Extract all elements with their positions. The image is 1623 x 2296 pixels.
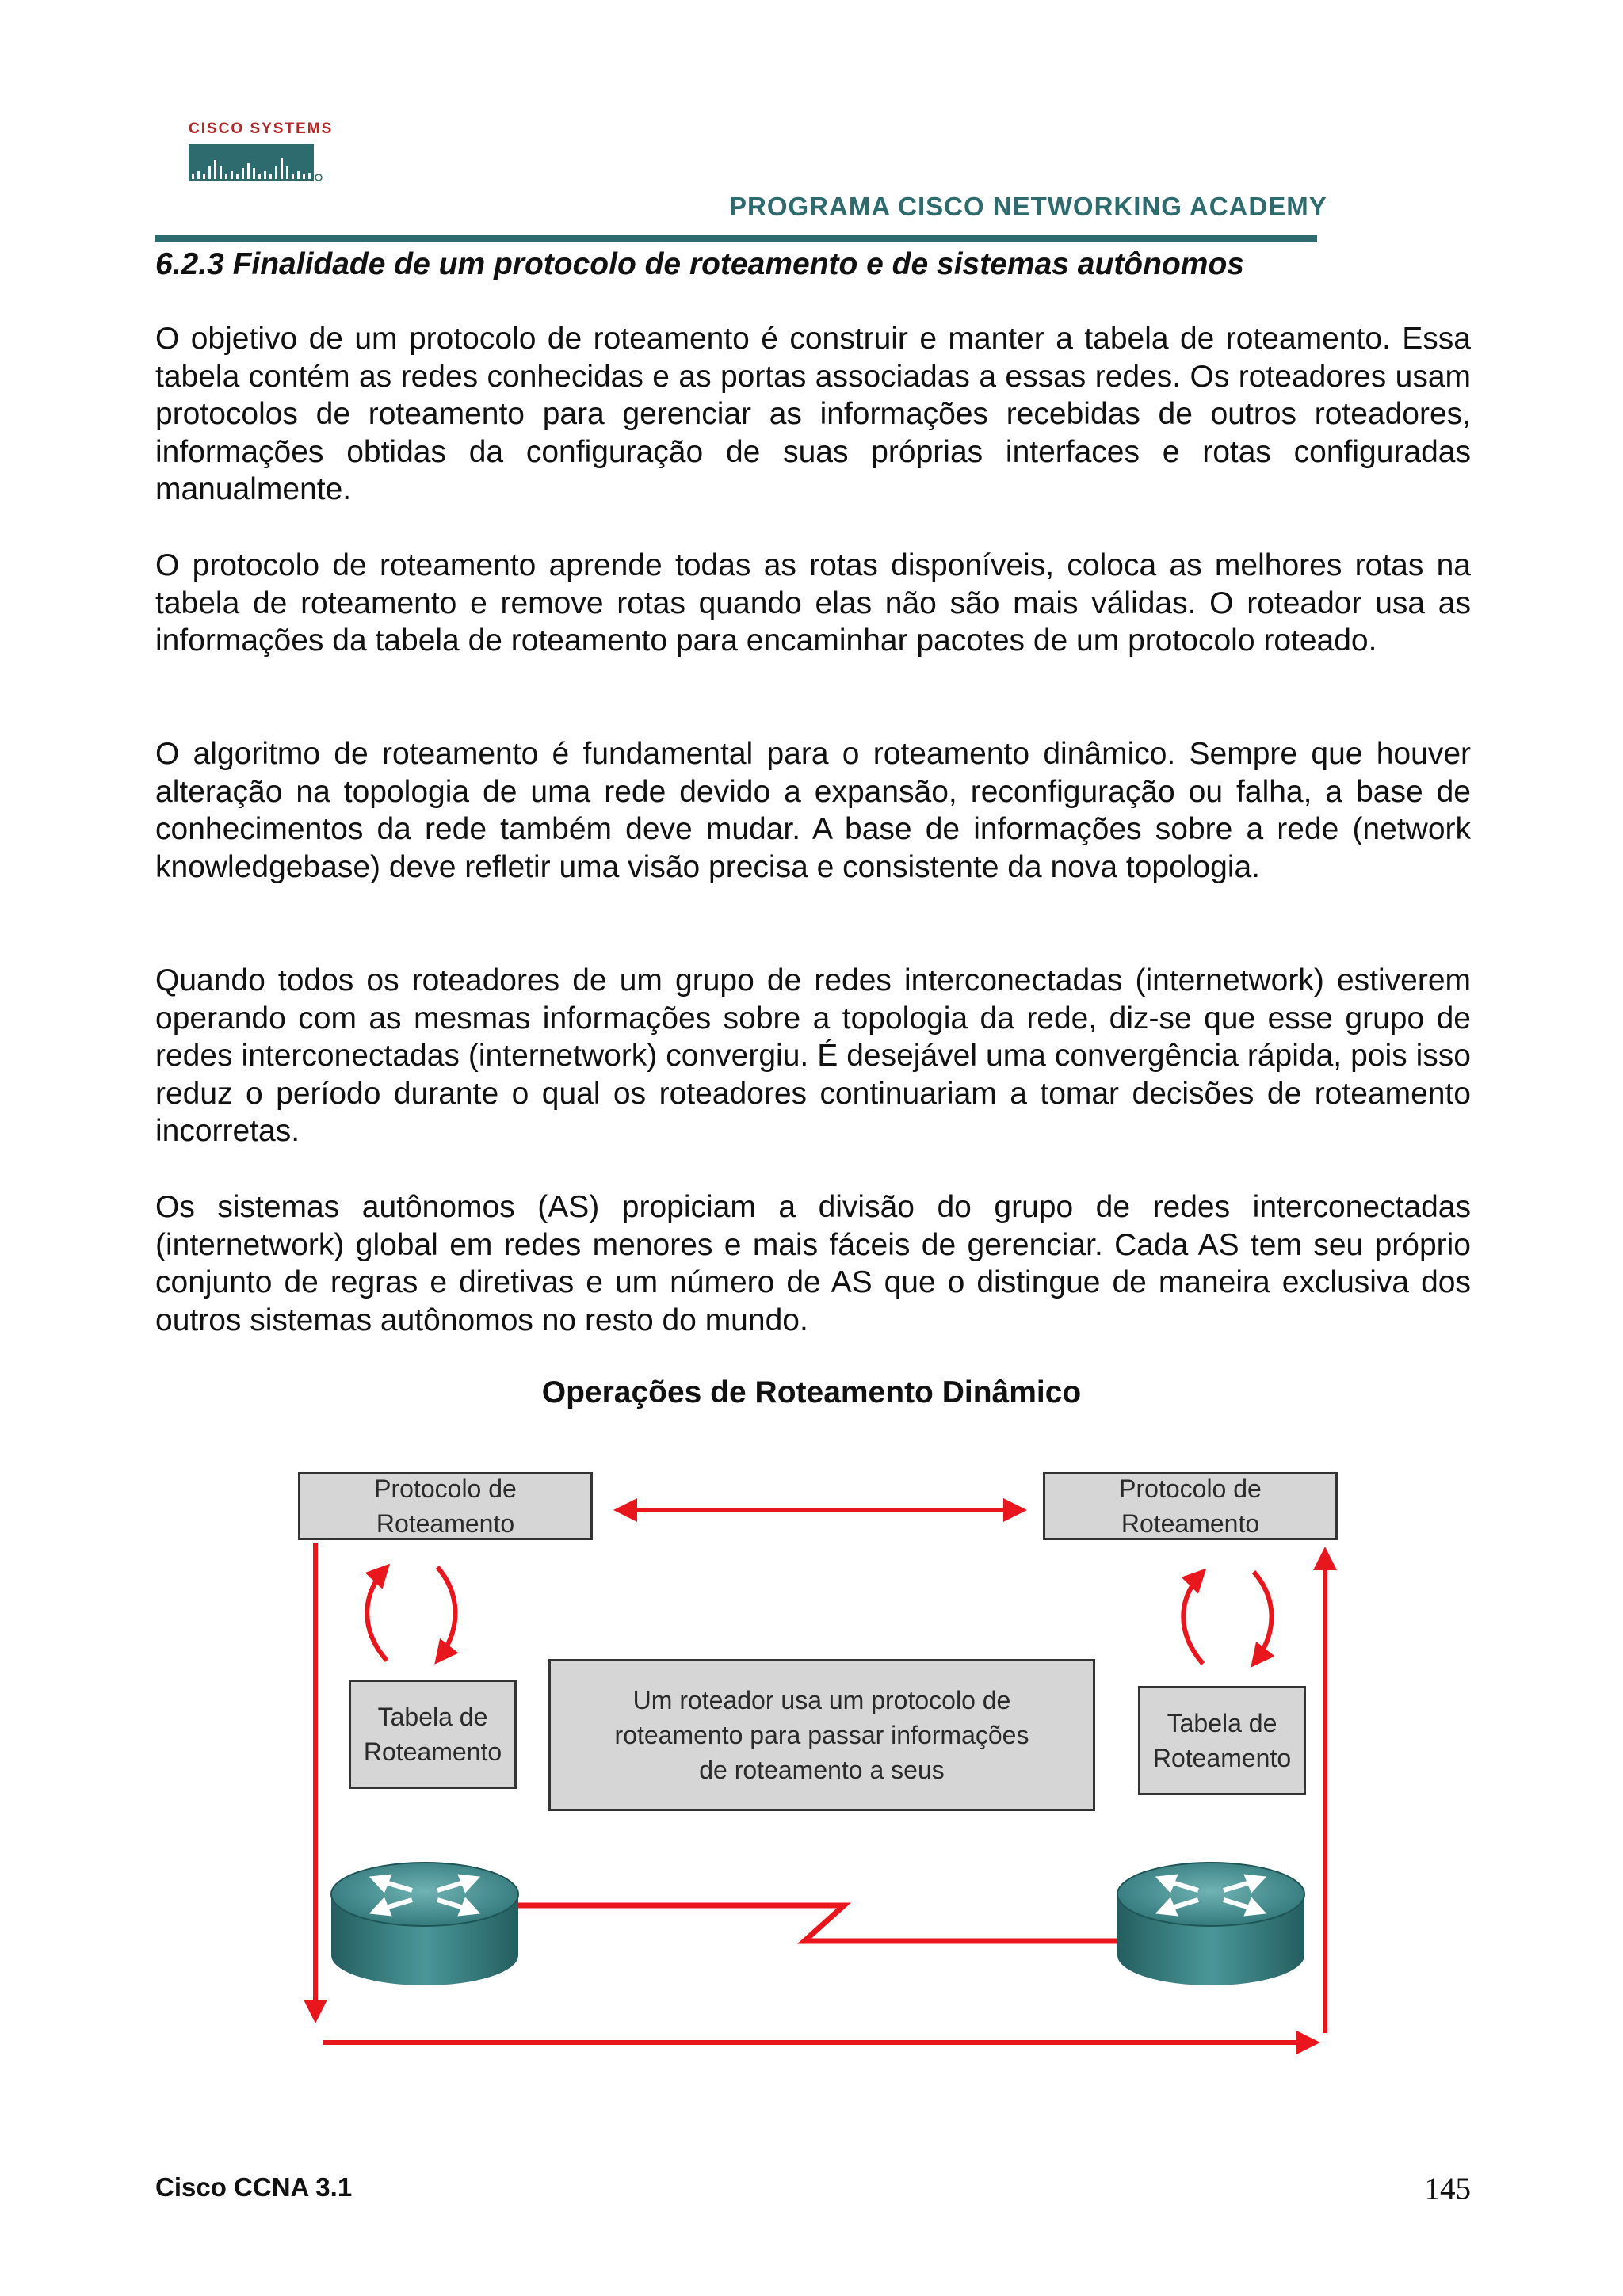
left-curve-down-arrow [437,1567,456,1661]
protocol-box-right: Protocolo de Roteamento [1043,1472,1338,1540]
figure-title: Operações de Roteamento Dinâmico [541,1375,1082,1409]
router-right-icon [1117,1863,1304,1985]
protocol-box-left: Protocolo de Roteamento [298,1472,593,1540]
section-heading: 6.2.3 Finalidade de um protocolo de roteamento e de sistemas autônomos [155,247,1244,281]
right-curve-up-arrow [1183,1572,1203,1664]
table-box-left: Tabela de Roteamento [349,1680,517,1789]
serial-link [498,1905,1133,1941]
paragraph-4: Quando todos os roteadores de um grupo de redes interconectadas (internetwork) estiverem operando com as mesmas informações sobre a topologia da rede, diz-se que esse grupo de redes interconectadas (internetwork) convergiu. É desejável uma convergência rápida, pois isso reduz o período durante o qual os roteadores continuariam a tomar decisões de roteamento incorretas. [155,963,1471,1148]
paragraph-3: O algoritmo de roteamento é fundamental para o roteamento dinâmico. Sempre que houver alteração na topologia de uma rede devido a expansão, reconfiguração ou falha, a base de conhecimentos da rede também deve mudar. A base de informações sobre a rede (network knowledgebase) deve refletir uma visão precisa e consistente da nova topologia. [155,737,1471,884]
center-description-box: Um roteador usa um protocolo de roteamento para passar informações de roteamento a seus [548,1659,1095,1811]
cisco-logo-text: CISCO SYSTEMS [189,120,334,137]
paragraph-2: O protocolo de roteamento aprende todas as rotas disponíveis, coloca as melhores rotas na tabela de roteamento e remove rotas quando elas não são mais válidas. O roteador usa as informações da tabela de roteamento para encaminhar pacotes de um protocolo roteado. [155,548,1471,658]
left-curve-up-arrow [367,1567,387,1661]
cisco-bridge-icon [189,144,323,190]
table-box-right: Tabela de Roteamento [1138,1686,1306,1795]
page-number: 145 [1424,2172,1471,2206]
footer-course-name: Cisco CCNA 3.1 [155,2172,353,2202]
cisco-logo [189,120,334,190]
right-curve-down-arrow [1254,1572,1272,1664]
paragraph-1: O objetivo de um protocolo de roteamento é construir e manter a tabela de roteamento. Essa tabela contém as redes conhecidas e as portas associadas a essas redes. Os roteadores usam protocolos de roteamento para gerenciar as informações recebidas de outros roteadores, informações obtidas da configuração de suas próprias interfaces e rotas configuradas manualmente. [155,322,1471,506]
router-left-icon [331,1863,518,1985]
routing-diagram [285,1456,1339,2074]
paragraph-5: Os sistemas autônomos (AS) propiciam a divisão do grupo de redes interconectadas (internetwork) global em redes menores e mais fáceis de gerenciar. Cada AS tem seu próprio conjunto de regras e diretivas e um número de AS que o distingue de maneira exclusiva dos outros sistemas autônomos no resto do mundo. [155,1190,1471,1337]
academy-banner-label: PROGRAMA CISCO NETWORKING ACADEMY [721,192,1335,222]
academy-banner-line [155,235,1317,242]
